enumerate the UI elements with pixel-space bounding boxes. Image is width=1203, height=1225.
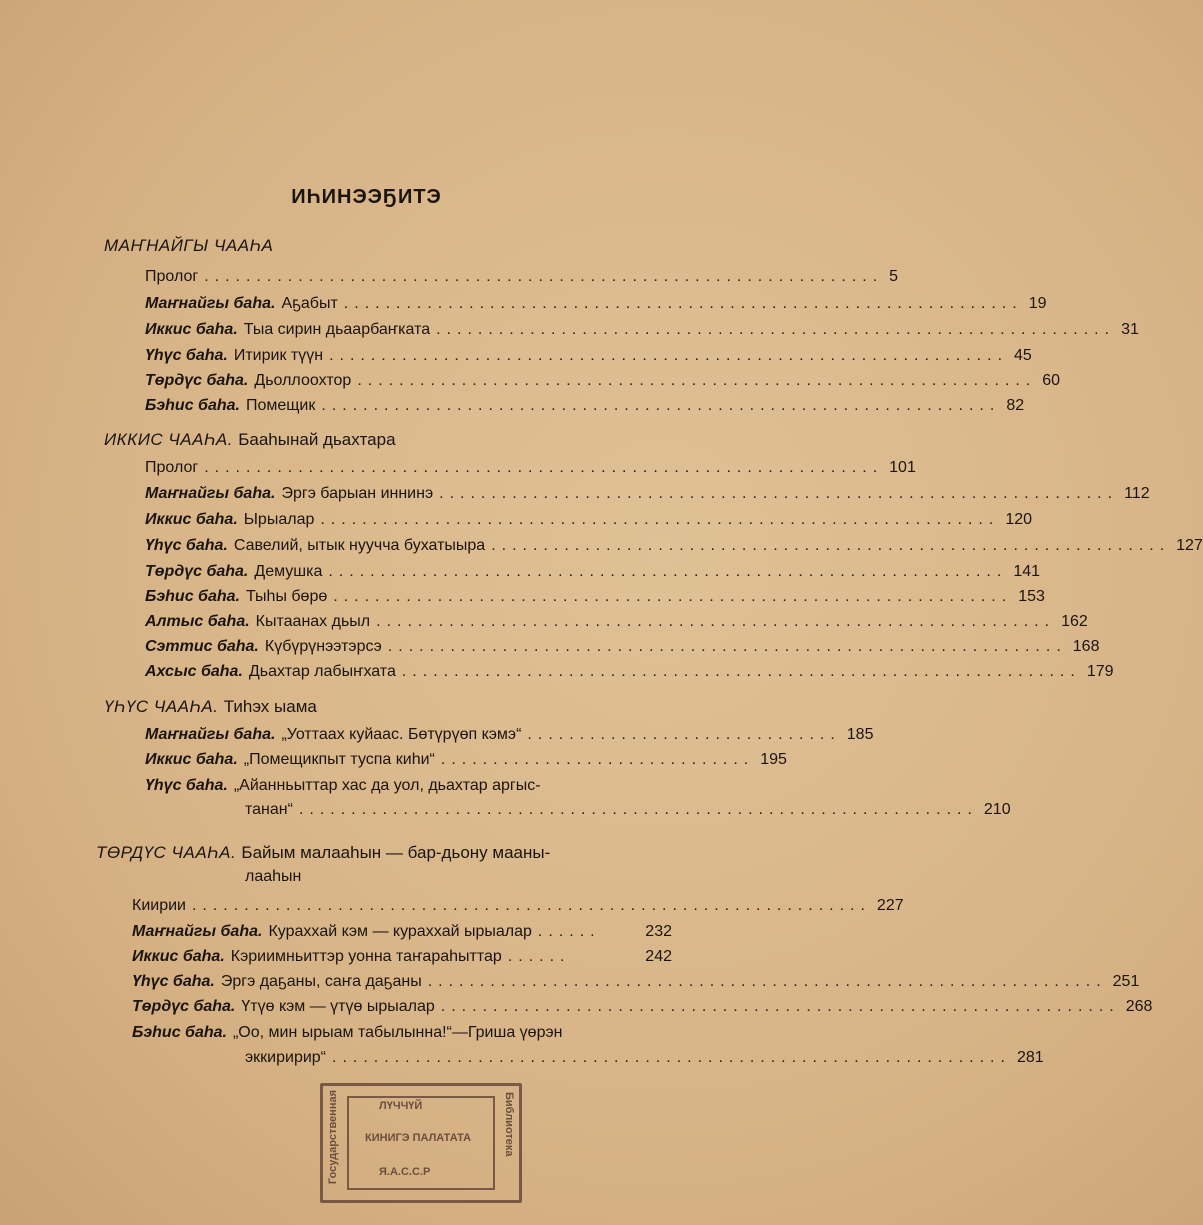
toc-entry-continued[interactable]: эккиририр“ ................................................................. 281 (245, 1049, 1044, 1066)
stamp-left-text: Государственная (327, 1090, 339, 1185)
toc-entry[interactable]: Киирии ................................................................. 227 (132, 897, 904, 914)
toc-entry[interactable]: Бэһис баһа. Помещик ................................................................. 82 (145, 397, 1025, 414)
toc-entry[interactable]: Бэһис баһа. „Оо, мин ырыам табылынна!“—Гриша үөрэн (132, 1024, 563, 1041)
library-stamp (320, 1083, 522, 1203)
toc-entry[interactable]: Төрдүс баһа. Үтүө кэм — үтүө ырыалар ................................................................. 268 (132, 998, 1153, 1015)
stamp-top-text: ЛҮЧЧҮЙ (379, 1100, 423, 1112)
toc-entry[interactable]: Үһүс баһа. Эргэ даҕаны, саҥа даҕаны ................................................................. 251 (132, 973, 1140, 990)
toc-entry[interactable]: Сэттис баһа. Күбүрүнээтэрсэ ................................................................. 168 (145, 638, 1100, 655)
toc-entry[interactable]: Ахсыс баһа. Дьахтар лабыҥхата ................................................................. 179 (145, 663, 1114, 680)
toc-entry-continued[interactable]: танан“ ................................................................. 210 (245, 801, 1011, 818)
toc-entry[interactable]: Иккис баһа. Тыа сирин дьаарбаҥката ................................................................. 31 (145, 321, 1139, 338)
part-4-heading: ТӨРДҮС ЧААҺА. Байым малааһын — бар-дьону мааны- (96, 843, 551, 862)
part-2-heading: ИККИС ЧААҺА. Бааһынай дьахтара (104, 430, 396, 449)
toc-entry[interactable]: Иккис баһа. „Помещикпыт туспа киһи“ .............................. 195 (145, 751, 787, 768)
toc-entry[interactable]: Төрдүс баһа. Дьоллоохтор ................................................................. 60 (145, 372, 1061, 389)
toc-entry[interactable]: Маҥнайгы баһа. „Уоттаах куйаас. Бөтүрүөп кэмэ“ .............................. 185 (145, 726, 874, 743)
toc-entry[interactable]: Иккис баһа. Ырыалар ................................................................. 120 (145, 511, 1033, 528)
toc-entry[interactable]: Пролог ................................................................. 101 (145, 459, 916, 476)
part-3-heading: ҮҺҮС ЧААҺА. Тиһэх ыама (104, 697, 317, 716)
stamp-middle-text: КИНИГЭ ПАЛАТАТА (365, 1132, 472, 1144)
toc-entry[interactable]: Маҥнайгы баһа. Курахxай кэм — курахxай ырыалар ...... 232 (132, 923, 672, 940)
toc-entry[interactable]: Иккис баһа. Кэриимньиттэр уонна таҥараһыттар ...... 242 (132, 948, 672, 965)
part-4-subtitle-continued: лааһын (245, 868, 302, 885)
toc-entry[interactable]: Алтыс баһа. Кытаанах дьыл ................................................................. 162 (145, 613, 1088, 630)
stamp-bottom-text: Я.А.С.С.Р (379, 1166, 431, 1178)
part-1-heading: МАҤНАЙГЫ ЧААҺА (104, 236, 274, 255)
toc-entry[interactable]: Бэһис баһа. Тыһы бөрө ................................................................. 153 (145, 588, 1045, 605)
toc-entry[interactable]: Маҥнайгы баһа. Эргэ барыан иннинэ ................................................................. 112 (145, 485, 1150, 502)
toc-entry[interactable]: Үһүс баһа. Савелий, ытык нуучча бухатыыра ................................................................. 127 (145, 537, 1203, 554)
stamp-right-text: Библиотека (503, 1092, 515, 1157)
toc-entry[interactable]: Маҥнайгы баһа. Аҕабыт ................................................................. 19 (145, 295, 1047, 312)
toc-entry[interactable]: Үһүс баһа. Итирик түүн ................................................................. 45 (145, 347, 1032, 364)
toc-entry[interactable]: Пролог ................................................................. 5 (145, 268, 899, 285)
page-title: ИҺИНЭЭҔИТЭ (291, 186, 442, 208)
toc-entry[interactable]: Үһүс баһа. „Айанньыттар хас да уол, дьахтар аргыс- (145, 777, 541, 794)
toc-entry[interactable]: Төрдүс баһа. Демушка ................................................................. 141 (145, 563, 1041, 580)
